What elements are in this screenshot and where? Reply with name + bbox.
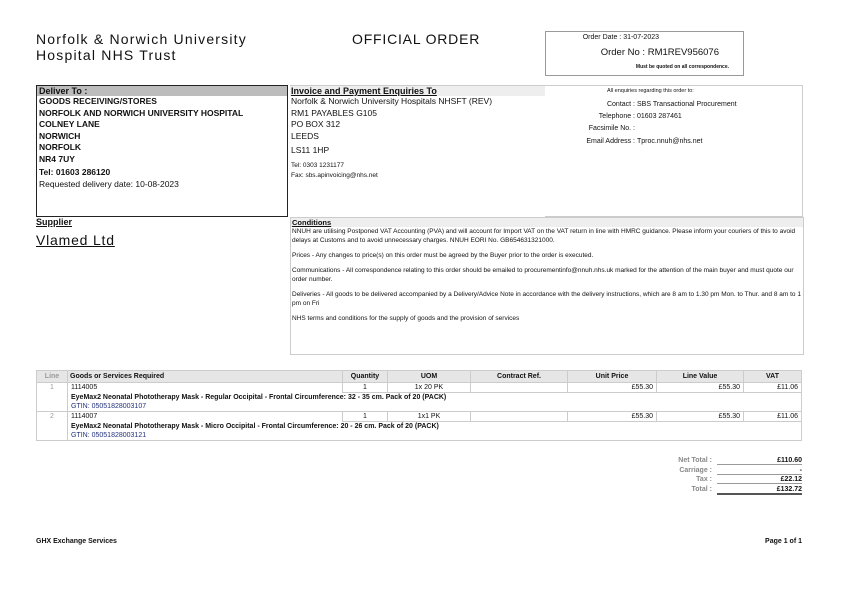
item-description: EyeMax2 Neonatal Phototherapy Mask - Micro Occipital - Frontal Circumference: 20 - 26 cm. Pack of 20 (PACK) — [68, 422, 802, 432]
item-quantity: 1 — [343, 412, 388, 422]
email-label: Email Address : — [586, 138, 635, 145]
item-contract — [471, 412, 568, 422]
deliver-to-heading: Deliver To : — [37, 86, 287, 96]
condition-paragraph: Communications - All correspondence relating to this order should be emailed to procurementinfo@nnuh.nhs.uk marked for the attention of the main buyer and must quote our order number. — [292, 267, 794, 283]
table-row — [37, 412, 802, 422]
deliver-line: NORWICH — [39, 130, 81, 141]
item-vat: £11.06 — [744, 383, 802, 393]
tax-row — [640, 476, 802, 486]
quote-note: Must be quoted on all correspondence. — [635, 64, 729, 70]
table-header-row — [37, 371, 802, 383]
invoice-line: PO BOX 312 — [291, 119, 341, 129]
telephone-value: 01603 287461 — [637, 113, 682, 120]
col-line: Line — [37, 371, 68, 383]
col-uom: UOM — [388, 371, 471, 383]
deliver-line: NORFOLK AND NORWICH UNIVERSITY HOSPITAL — [39, 107, 244, 118]
item-gtin: GTIN: 05051828003107 — [68, 402, 802, 412]
total-row — [640, 486, 802, 496]
invoice-line: RM1 PAYABLES G105 — [291, 107, 377, 118]
invoice-line: LEEDS — [291, 130, 319, 141]
deliver-line: NORFOLK — [39, 142, 82, 152]
trust-name — [36, 31, 247, 63]
item-line-value: £55.30 — [657, 383, 744, 393]
table-row-gtin — [37, 402, 802, 412]
table-row-gtin — [37, 431, 802, 441]
email-value[interactable]: Tproc.nnuh@nhs.net — [637, 138, 703, 145]
col-quantity: Quantity — [343, 371, 388, 383]
net-total-label: Net Total : — [678, 457, 712, 464]
order-date: Order Date : 31-07-2023 — [582, 34, 659, 41]
carriage-row — [640, 467, 802, 477]
invoice-heading: Invoice and Payment Enquiries To — [290, 86, 545, 96]
delivery-date: Requested delivery date: 10-08-2023 — [39, 178, 179, 189]
condition-paragraph: NHS terms and conditions for the supply of goods and the provision of services — [292, 315, 520, 322]
order-items-table — [36, 370, 802, 441]
col-contract: Contract Ref. — [471, 371, 568, 383]
col-vat: VAT — [744, 371, 802, 383]
totals-block — [640, 457, 802, 495]
trust-name-line1: Norfolk & Norwich University — [36, 31, 247, 47]
col-unit-price: Unit Price — [568, 371, 657, 383]
table-row-desc — [37, 393, 802, 403]
deliver-line: GOODS RECEIVING/STORES — [39, 96, 157, 106]
document-title: OFFICIAL ORDER — [352, 31, 481, 47]
telephone-row — [545, 113, 682, 120]
invoice-box — [290, 85, 545, 216]
deliver-tel: Tel: 01603 286120 — [39, 167, 111, 177]
invoice-fax: Fax: sbs.apinvoicing@nhs.net — [291, 171, 378, 179]
contact-row — [545, 101, 737, 108]
item-code: 1114007 — [68, 412, 343, 422]
col-goods: Goods or Services Required — [68, 371, 343, 383]
contact-value: SBS Transactional Procurement — [637, 101, 737, 108]
tax-value: £22.12 — [717, 476, 802, 484]
col-line-value: Line Value — [657, 371, 744, 383]
item-quantity: 1 — [343, 383, 388, 393]
supplier-heading: Supplier — [36, 217, 73, 227]
carriage-label: Carriage : — [679, 466, 712, 474]
telephone-label: Telephone : — [598, 113, 635, 120]
deliver-line: COLNEY LANE — [39, 119, 100, 129]
item-code: 1114005 — [68, 383, 343, 393]
line-number: 1 — [37, 383, 68, 412]
table-row-desc — [37, 422, 802, 432]
total-value: £132.72 — [717, 486, 802, 495]
enquiries-note: All enquiries regarding this order to: — [607, 88, 694, 94]
contact-label: Contact : — [606, 101, 635, 108]
condition-paragraph: Prices - Any changes to price(s) on this order must be agreed by the Buyer prior to the order is executed. — [292, 252, 594, 259]
supplier-name: Vlamed Ltd — [36, 232, 115, 248]
item-description: EyeMax2 Neonatal Phototherapy Mask - Regular Occipital - Frontal Circumference: 32 - 35 cm. Pack of 20 (PACK) — [68, 393, 802, 403]
order-number: Order No : RM1REV956076 — [600, 47, 719, 58]
contact-box — [545, 85, 803, 217]
condition-paragraph: Deliveries - All goods to be delivered accompanied by a Delivery/Advice Note in accordance with the delivery instructions, which are 8 am to 1.30 pm Mon. to Thur. and 8 am to 1 pm on Fri — [292, 291, 801, 307]
footer-provider: GHX Exchange Services — [36, 538, 117, 545]
page-number: Page 1 of 1 — [765, 538, 802, 545]
item-line-value: £55.30 — [657, 412, 744, 422]
table-row — [37, 383, 802, 393]
conditions-heading: Conditions — [291, 218, 803, 227]
item-unit-price: £55.30 — [568, 412, 657, 422]
order-info-box — [545, 31, 744, 76]
total-label: Total : — [691, 485, 712, 493]
item-uom: 1x 20 PK — [388, 383, 471, 393]
condition-paragraph: NNUH are utilising Postponed VAT Accounting (PVA) and will account for Import VAT on the VAT return in line with HMRC guidance. Please inform your couriers of this to avoid delays at Customs and to avoid unnecessary charges. NNUH EORI No. GB654631321000. — [292, 228, 796, 244]
item-uom: 1x1 PK — [388, 412, 471, 422]
conditions-box — [290, 217, 804, 355]
carriage-value: - — [717, 467, 802, 475]
line-number: 2 — [37, 412, 68, 441]
invoice-tel: Tel: 0303 1231177 — [291, 161, 345, 169]
invoice-line: LS11 1HP — [291, 145, 330, 155]
net-total-value: £110.60 — [717, 457, 802, 465]
net-total-row — [640, 457, 802, 467]
item-contract — [471, 383, 568, 393]
fax-label: Facsimile No. : — [588, 125, 635, 132]
email-row — [545, 138, 702, 145]
deliver-to-box — [36, 85, 288, 217]
item-gtin: GTIN: 05051828003121 — [68, 431, 802, 441]
tax-label: Tax : — [696, 476, 712, 483]
item-unit-price: £55.30 — [568, 383, 657, 393]
invoice-line: Norfolk & Norwich University Hospitals NHSFT (REV) — [291, 96, 493, 106]
deliver-line: NR4 7UY — [39, 153, 75, 164]
trust-name-line2: Hospital NHS Trust — [36, 47, 177, 63]
fax-row — [545, 125, 637, 132]
item-vat: £11.06 — [744, 412, 802, 422]
